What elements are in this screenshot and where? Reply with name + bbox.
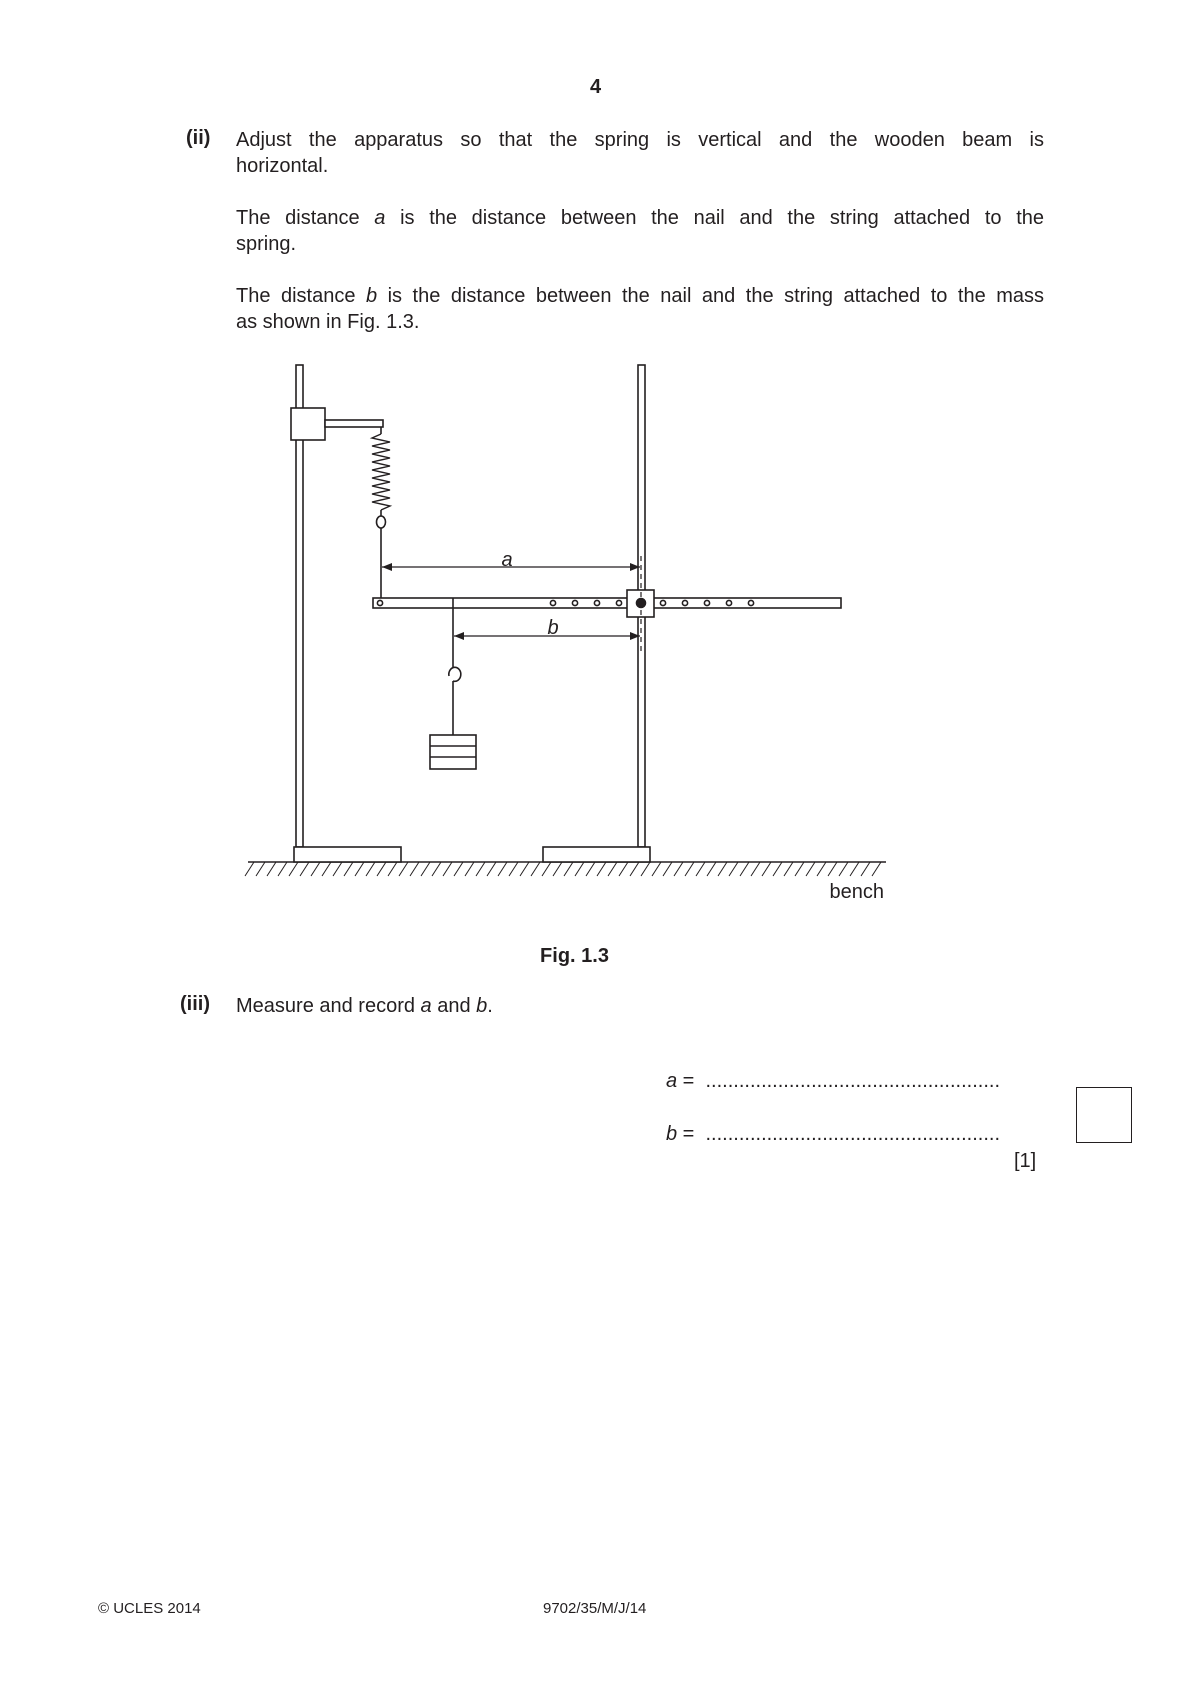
bench-hatch-line	[575, 862, 584, 876]
bench-hatch-line	[531, 862, 540, 876]
bench-hatch-line	[399, 862, 408, 876]
bench-hatch-line	[344, 862, 353, 876]
bench-hatch-line	[465, 862, 474, 876]
bench-hatch-line	[388, 862, 397, 876]
part-ii-para1-line1: Adjust the apparatus so that the spring is vertical and the wooden beam is	[236, 129, 1044, 151]
figure-caption: Fig. 1.3	[540, 945, 609, 967]
bench-hatch-line	[630, 862, 639, 876]
bench-hatch-line	[707, 862, 716, 876]
answer-b-equals: =	[677, 1123, 695, 1145]
para2-post: is the distance between the nail and the string attached to the	[385, 207, 1044, 229]
marks-allocation: [1]	[1014, 1150, 1037, 1172]
part-iii-instruction	[236, 993, 1044, 1019]
bench-hatch-line	[641, 862, 650, 876]
bench-hatch-line	[740, 862, 749, 876]
bench-hatch-line	[498, 862, 507, 876]
bench-hatch-line	[487, 862, 496, 876]
answer-b-dots: .....................................................	[705, 1123, 1001, 1145]
label-a: a	[501, 549, 513, 571]
bench-hatch-line	[872, 862, 881, 876]
bench-hatch-line	[278, 862, 287, 876]
bench-hatch-line	[586, 862, 595, 876]
para2-pre: The distance	[236, 207, 375, 229]
bench-hatch-line	[443, 862, 452, 876]
footer-copyright: © UCLES 2014	[98, 1600, 201, 1617]
bench-hatch-line	[355, 862, 364, 876]
bench-hatch-line	[300, 862, 309, 876]
bench-hatch-line	[663, 862, 672, 876]
footer-paper-code: 9702/35/M/J/14	[543, 1600, 647, 1617]
bench-hatch-line	[432, 862, 441, 876]
bench-hatch-line	[267, 862, 276, 876]
part-iii-text-end: .	[487, 995, 493, 1017]
bench-hatch-line	[828, 862, 837, 876]
wooden-beam	[373, 598, 841, 608]
bench-hatch-line	[817, 862, 826, 876]
answer-b-label: b	[666, 1123, 678, 1145]
bench-hatch-line	[850, 862, 859, 876]
part-ii-para3-line2: as shown in Fig. 1.3.	[236, 311, 420, 333]
bench-hatch-line	[608, 862, 617, 876]
para3-var-b: b	[365, 285, 378, 307]
bench-hatch-line	[564, 862, 573, 876]
part-iii-label: (iii)	[180, 993, 210, 1015]
bench-hatch-line	[718, 862, 727, 876]
mass-hanger	[430, 598, 476, 769]
bench-hatch-line	[674, 862, 683, 876]
part-iii-var-a: a	[420, 995, 432, 1017]
bench-hatch-line	[839, 862, 848, 876]
bench-hatch-line	[245, 862, 254, 876]
para3-pre: The distance	[236, 285, 366, 307]
answer-a-dots: .....................................................	[705, 1070, 1001, 1092]
bench-hatch-line	[784, 862, 793, 876]
label-b: b	[547, 617, 559, 639]
left-stand	[291, 365, 401, 862]
bench-hatch-line	[454, 862, 463, 876]
bench-hatch-line	[256, 862, 265, 876]
bench-hatch-line	[520, 862, 529, 876]
bench-hatch-line	[773, 862, 782, 876]
bench-hatch-line	[377, 862, 386, 876]
bench-hatch-line	[476, 862, 485, 876]
bench-hatch-line	[795, 862, 804, 876]
para2-var-a: a	[374, 207, 386, 229]
bench	[245, 862, 886, 876]
bench-hatch-line	[652, 862, 661, 876]
bench-hatch-line	[421, 862, 430, 876]
bench-hatch-line	[289, 862, 298, 876]
answer-line-b[interactable]	[666, 1123, 1000, 1146]
part-ii-label: (ii)	[186, 127, 211, 149]
bench-hatch-line	[729, 862, 738, 876]
part-iii-var-b: b	[476, 995, 488, 1017]
part-iii-text-pre: Measure and record	[236, 995, 421, 1017]
bench-hatch-line	[311, 862, 320, 876]
answer-a-equals: =	[677, 1070, 695, 1092]
bench-hatch-line	[410, 862, 419, 876]
bench-hatch-line	[509, 862, 518, 876]
part-ii-para2-line2: spring.	[236, 233, 297, 255]
bench-hatch-line	[751, 862, 760, 876]
bench-hatch-line	[542, 862, 551, 876]
bench-hatch-line	[597, 862, 606, 876]
bench-hatch-line	[333, 862, 342, 876]
para3-post: is the distance between the nail and the string attached to the mass	[377, 285, 1044, 307]
bench-hatch-line	[322, 862, 331, 876]
bench-hatch-line	[696, 862, 705, 876]
bench-hatch-line	[806, 862, 815, 876]
examiner-mark-box	[1076, 1087, 1132, 1143]
bench-hatch-line	[762, 862, 771, 876]
spring	[372, 427, 390, 600]
part-ii-para1-line2: horizontal.	[236, 155, 329, 177]
bench-hatch-line	[619, 862, 628, 876]
bench-hatch-line	[553, 862, 562, 876]
page-number: 4	[589, 76, 602, 98]
bench-hatch-line	[861, 862, 870, 876]
bench-hatch-line	[366, 862, 375, 876]
bench-hatch-line	[685, 862, 694, 876]
answer-line-a[interactable]	[666, 1070, 1000, 1093]
answer-a-label: a	[666, 1070, 678, 1092]
part-iii-text-and: and	[431, 995, 477, 1017]
label-bench: bench	[829, 881, 884, 903]
